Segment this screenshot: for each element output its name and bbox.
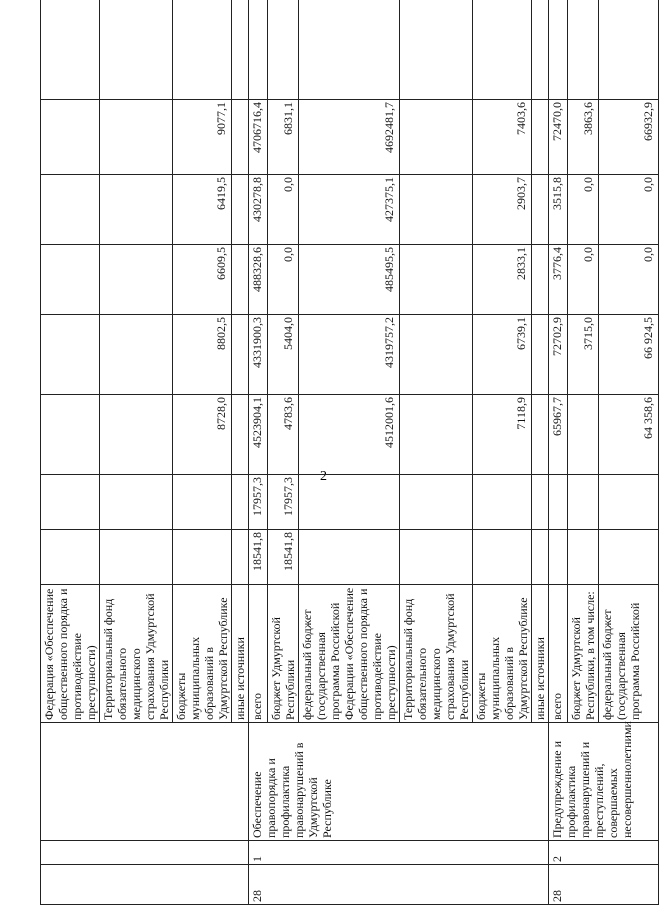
value-cell (400, 100, 473, 175)
extra-cell (400, 0, 473, 100)
value-cell: 3515,8 (549, 175, 568, 245)
value-cell: 17957,3 (249, 475, 268, 530)
value-cell (400, 475, 473, 530)
value-cell: 0,0 (268, 245, 299, 315)
value-cell (599, 475, 659, 530)
extra-cell (473, 0, 532, 100)
extra-cell (532, 0, 549, 100)
value-cell (41, 530, 100, 585)
value-cell: 0,0 (568, 245, 599, 315)
value-cell: 0,0 (599, 175, 659, 245)
value-cell (400, 395, 473, 475)
value-cell (299, 475, 400, 530)
value-cell: 17957,3 (268, 475, 299, 530)
sub-number-cell: 2 (549, 841, 659, 865)
value-cell: 64 358,6 (599, 395, 659, 475)
value-cell (232, 395, 249, 475)
source-cell: иные источники (232, 585, 249, 723)
value-cell: 4523904,1 (249, 395, 268, 475)
value-cell (232, 530, 249, 585)
value-cell (232, 175, 249, 245)
source-cell: иные источники (532, 585, 549, 723)
value-cell (41, 175, 100, 245)
source-cell: бюджеты муниципальных образований в Удмуртской Республике (473, 585, 532, 723)
value-cell (100, 395, 173, 475)
name-cell: Обеспечение правопорядка и профилактика правонарушений в Удмуртской Республике (249, 723, 549, 841)
sub-number-cell: 1 (249, 841, 549, 865)
value-cell: 0,0 (599, 245, 659, 315)
value-cell (100, 475, 173, 530)
value-cell (100, 100, 173, 175)
value-cell (41, 475, 100, 530)
extra-cell (549, 0, 568, 100)
value-cell (473, 475, 532, 530)
value-cell (100, 175, 173, 245)
source-cell: всего (249, 585, 268, 723)
value-cell: 72702,9 (549, 315, 568, 395)
value-cell: 8728,0 (173, 395, 232, 475)
value-cell (599, 530, 659, 585)
value-cell: 4512001,6 (299, 395, 400, 475)
value-cell (100, 315, 173, 395)
extra-cell (41, 0, 100, 100)
value-cell (41, 315, 100, 395)
value-cell (400, 530, 473, 585)
value-cell: 4331900,3 (249, 315, 268, 395)
value-cell (532, 530, 549, 585)
extra-cell (249, 0, 268, 100)
value-cell (532, 245, 549, 315)
value-cell (41, 395, 100, 475)
table-row (41, 0, 100, 905)
value-cell (532, 475, 549, 530)
row-number-cell: 28 (249, 865, 549, 905)
value-cell: 9077,1 (173, 100, 232, 175)
extra-cell (268, 0, 299, 100)
value-cell: 7403,6 (473, 100, 532, 175)
value-cell: 65967,7 (549, 395, 568, 475)
value-cell: 4783,6 (268, 395, 299, 475)
value-cell: 18541,8 (268, 530, 299, 585)
value-cell: 427375,1 (299, 175, 400, 245)
value-cell: 3776,4 (549, 245, 568, 315)
value-cell: 6419,5 (173, 175, 232, 245)
value-cell: 488328,6 (249, 245, 268, 315)
value-cell: 6609,5 (173, 245, 232, 315)
value-cell: 0,0 (268, 175, 299, 245)
table-row (249, 0, 268, 905)
extra-cell (599, 0, 659, 100)
value-cell (549, 530, 568, 585)
value-cell (41, 100, 100, 175)
row-number-cell (41, 865, 249, 905)
value-cell: 0,0 (568, 175, 599, 245)
value-cell: 4706716,4 (249, 100, 268, 175)
value-cell: 72470,0 (549, 100, 568, 175)
value-cell: 6831,1 (268, 100, 299, 175)
value-cell (400, 175, 473, 245)
value-cell (568, 530, 599, 585)
table-row (549, 0, 568, 905)
value-cell (41, 245, 100, 315)
extra-cell (299, 0, 400, 100)
source-cell: бюджеты муниципальных образований в Удмуртской Республике (173, 585, 232, 723)
value-cell (173, 530, 232, 585)
value-cell (532, 100, 549, 175)
value-cell: 66 924,5 (599, 315, 659, 395)
value-cell (400, 245, 473, 315)
source-cell: всего (549, 585, 568, 723)
value-cell (532, 175, 549, 245)
value-cell: 7118,9 (473, 395, 532, 475)
value-cell: 5404,0 (268, 315, 299, 395)
source-cell: бюджет Удмуртской Республики (268, 585, 299, 723)
extra-cell (100, 0, 173, 100)
name-cell: Предупреждение и профилактика правонарушений и преступлений, совершаемых несовершеннолетними (549, 723, 659, 841)
value-cell: 6739,1 (473, 315, 532, 395)
source-cell: Территориальный фонд обязательного медицинского страхования Удмуртской Республики (100, 585, 173, 723)
value-cell (232, 475, 249, 530)
value-cell: 485495,5 (299, 245, 400, 315)
row-number-cell: 28 (549, 865, 659, 905)
sub-number-cell (41, 841, 249, 865)
value-cell (568, 395, 599, 475)
value-cell: 3715,0 (568, 315, 599, 395)
page-number: 2 (320, 469, 327, 484)
source-cell: федеральный бюджет (государственная программа Российской Федерации «Обеспечение общественного порядка и противодействие преступности) (299, 585, 400, 723)
source-cell: бюджет Удмуртской Республики, в том числе: (568, 585, 599, 723)
source-cell: Территориальный фонд обязательного медицинского страхования Удмуртской Республики (400, 585, 473, 723)
value-cell (100, 245, 173, 315)
value-cell (568, 475, 599, 530)
extra-cell (173, 0, 232, 100)
extra-cell (232, 0, 249, 100)
value-cell: 430278,8 (249, 175, 268, 245)
value-cell: 2903,7 (473, 175, 532, 245)
value-cell (232, 315, 249, 395)
value-cell (400, 315, 473, 395)
value-cell (173, 475, 232, 530)
value-cell (232, 245, 249, 315)
value-cell: 4319757,2 (299, 315, 400, 395)
source-cell: Федерация «Обеспечение общественного порядка и противодействие преступности) (41, 585, 100, 723)
value-cell (549, 475, 568, 530)
value-cell (473, 530, 532, 585)
value-cell (232, 100, 249, 175)
name-cell (41, 723, 249, 841)
value-cell (100, 530, 173, 585)
value-cell: 18541,8 (249, 530, 268, 585)
value-cell: 2833,1 (473, 245, 532, 315)
extra-cell (568, 0, 599, 100)
budget-table (40, 0, 659, 905)
rotated-table-container (40, 0, 655, 905)
value-cell: 4692481,7 (299, 100, 400, 175)
value-cell: 8802,5 (173, 315, 232, 395)
value-cell: 66932,9 (599, 100, 659, 175)
value-cell (532, 315, 549, 395)
value-cell (299, 530, 400, 585)
value-cell (532, 395, 549, 475)
source-cell: федеральный бюджет (государственная программа Российской (599, 585, 659, 723)
value-cell: 3863,6 (568, 100, 599, 175)
